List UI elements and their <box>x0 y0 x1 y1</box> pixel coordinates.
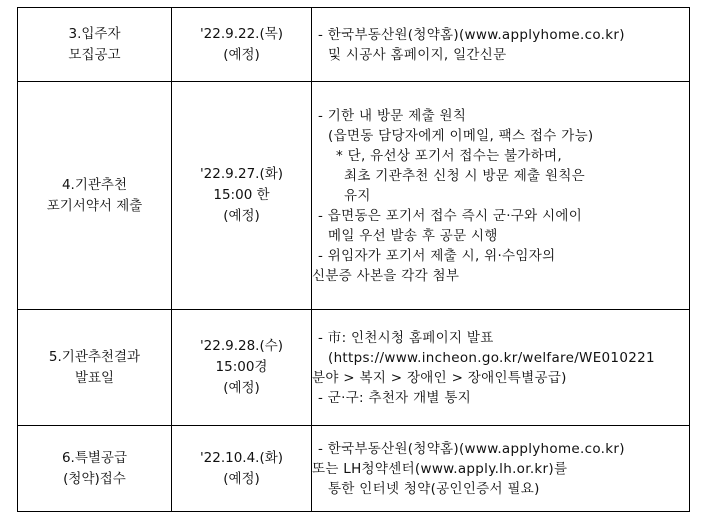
table-row <box>18 8 690 82</box>
date-cell <box>172 8 312 82</box>
date-line: '22.10.4.(화) <box>199 449 284 466</box>
stage-line: 포기서약서 제출 <box>46 197 143 214</box>
desc-line: 신분증 사본을 각각 첨부 <box>312 267 460 284</box>
desc-line: 유지 <box>344 187 371 204</box>
desc-line: (읍면동 담당자에게 이메일, 팩스 접수 가능) <box>328 127 594 144</box>
desc-line: * 단, 유선상 포기서 접수는 불가하며, <box>336 147 562 164</box>
description-cell <box>312 82 690 310</box>
date-line: '22.9.27.(화) <box>199 166 284 182</box>
date-cell <box>172 310 312 426</box>
date-cell <box>172 426 312 512</box>
stage-cell <box>18 82 172 310</box>
schedule-table <box>17 7 690 512</box>
stage-line: 발표일 <box>74 369 115 386</box>
table-row <box>18 82 690 310</box>
desc-line: 분야 > 복지 > 장애인 > 장애인특별공급) <box>312 369 567 386</box>
date-line: 15:00경 <box>215 359 268 375</box>
desc-line: 최초 기관추천 신청 시 방문 제출 원칙은 <box>344 167 586 184</box>
desc-line: 또는 LH청약센터(www.apply.lh.or.kr)를 <box>312 460 568 477</box>
desc-line: 통한 인터넷 청약(공인인증서 필요) <box>328 480 540 497</box>
desc-line: - 市: 인천시청 홈페이지 발표 <box>318 329 494 346</box>
description-cell <box>312 8 690 82</box>
description-cell <box>312 310 690 426</box>
table-row <box>18 310 690 426</box>
stage-cell <box>18 426 172 512</box>
desc-line: - 군·구: 추천자 개별 통지 <box>318 389 472 406</box>
date-line: (예정) <box>223 46 260 63</box>
stage-line: 5.기관추천결과 <box>48 348 141 365</box>
date-cell <box>172 82 312 310</box>
date-line: '22.9.22.(목) <box>199 25 284 42</box>
desc-line: - 기한 내 방문 제출 원칙 <box>318 107 467 124</box>
desc-line: - 읍면동은 포기서 접수 즉시 군·구와 시에이 <box>318 207 583 224</box>
desc-line: 메일 우선 발송 후 공문 시행 <box>328 227 498 244</box>
stage-line: 3.입주자 <box>68 25 121 42</box>
desc-line: - 한국부동산원(청약홈)(www.applyhome.co.kr) <box>318 26 625 43</box>
date-line: '22.9.28.(수) <box>199 338 284 354</box>
stage-line: 4.기관추천 <box>61 176 128 193</box>
date-line: (예정) <box>223 470 260 487</box>
description-cell <box>312 426 690 512</box>
date-line: (예정) <box>223 208 260 224</box>
stage-line: 모집공고 <box>68 46 121 63</box>
date-line: 15:00 한 <box>213 187 270 203</box>
desc-line: - 한국부동산원(청약홈)(www.applyhome.co.kr) <box>318 440 625 457</box>
stage-cell <box>18 8 172 82</box>
desc-line: (https://www.incheon.go.kr/welfare/WE010221 <box>328 349 655 366</box>
stage-line: 6.특별공급 <box>61 449 128 466</box>
stage-line: (청약)접수 <box>63 470 126 487</box>
stage-cell <box>18 310 172 426</box>
date-line: (예정) <box>223 380 260 396</box>
desc-line: 및 시공사 홈페이지, 일간신문 <box>328 46 507 63</box>
table-row <box>18 426 690 512</box>
desc-line: - 위임자가 포기서 제출 시, 위·수임자의 <box>318 247 556 264</box>
